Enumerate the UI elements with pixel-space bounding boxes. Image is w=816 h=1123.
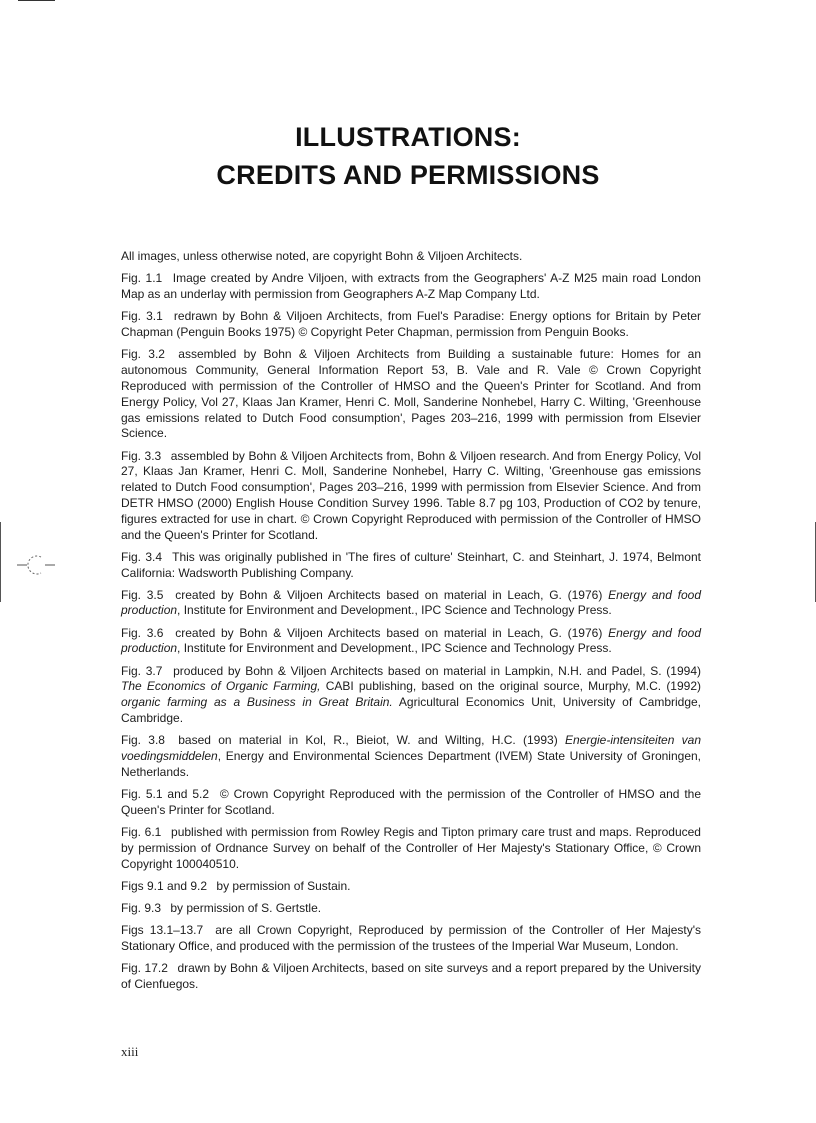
page-number: xiii <box>121 1044 139 1059</box>
credit-title-italic: The Economics of Organic Farming, <box>121 679 321 694</box>
intro-paragraph: All images, unless otherwise noted, are copyright Bohn & Viljoen Architects. <box>121 249 523 263</box>
figure-ref: Fig. 6.1 <box>121 825 162 839</box>
credit-entry <box>121 879 701 895</box>
crop-mark-left <box>0 522 1 602</box>
figure-ref: Fig. 17.2 <box>121 961 168 976</box>
credit-entry <box>121 733 701 780</box>
credit-title-italic: organic farming as a Business in Great Britain. <box>121 695 393 710</box>
credit-text: Image created by Andre Viljoen, with extracts from the Geographers' A-Z M25 main road London Map as an underlay with permission from Geographers A-Z Map Company Ltd. <box>121 271 701 302</box>
credit-text: , Institute for Environment and Development., IPC Science and Technology Press. <box>177 603 612 618</box>
credit-entry <box>121 923 701 955</box>
credit-entry <box>121 961 701 993</box>
figure-ref: Fig. 1.1 <box>121 271 163 286</box>
figure-ref: Fig. 3.5 <box>121 587 164 602</box>
title-line-1: ILLUSTRATIONS: <box>295 122 521 152</box>
credit-title-italic: Energy and food production <box>121 625 701 656</box>
figure-ref: Fig. 3.6 <box>121 625 164 640</box>
credits-body <box>121 249 701 999</box>
credit-text: , Institute for Environment and Development., IPC Science and Technology Press. <box>177 641 612 656</box>
credit-entry <box>121 787 701 819</box>
page-title <box>0 118 816 194</box>
credit-text: assembled by Bohn & Viljoen Architects from, Bohn & Viljoen research. And from Energy Policy, Vol 27, Klaas Jan Kramer, Henri C. Moll, Sanderine Nonhebel, Harry C. Wilting, 'Greenhouse gas emissions related to Dutch Food consumption', Pages 203–216, 1999 with permission from Elsevier Science. And from DETR HMSO (2000) English House Condition Survey 1996. Table 8.7 pg 103, Production of CO2 by tenure, figures extracted for use in chart. © Crown Copyright Reproduced with permission of the Controller of HMSO and the Queen's Printer for Scotland. <box>121 448 701 542</box>
figure-ref: Fig. 3.7 <box>121 663 163 678</box>
crop-mark-top <box>18 0 55 1</box>
figure-ref: Fig. 3.2 <box>121 347 165 362</box>
credit-entry <box>121 664 701 727</box>
figure-ref: Fig. 5.1 and 5.2 <box>121 787 210 802</box>
credit-entry <box>121 588 701 620</box>
credit-entry <box>121 550 701 582</box>
credit-text: , Energy and Environmental Sciences Department (IVEM) State University of Groningen, Netherlands. <box>121 749 701 779</box>
credit-title-italic: Energy and food production <box>121 587 701 618</box>
figure-ref: Fig. 3.8 <box>121 733 165 748</box>
credit-text: published with permission from Rowley Regis and Tipton primary care trust and maps. Reproduced by permission of Ordnance Survey on behalf of the Controller of Her Majesty's Stationary Office, © Crown Copyright 100040510. <box>121 825 701 871</box>
figure-ref: Figs 13.1–13.7 <box>121 923 204 938</box>
credit-entry <box>121 449 701 544</box>
credit-text: CABI publishing, based on the original source, Murphy, M.C. (1992) <box>320 679 702 694</box>
credit-text: created by Bohn & Viljoen Architects based on material in Leach, G. (1976) <box>175 587 609 602</box>
credit-text: Agricultural Economics Unit, University of Cambridge, Cambridge. <box>121 695 702 726</box>
credit-entry <box>121 825 701 872</box>
credit-text: This was originally published in 'The fires of culture' Steinhart, C. and Steinhart, J. 1974, Belmont California: Wadsworth Publishing Company. <box>121 549 701 580</box>
credit-entry <box>121 626 701 658</box>
figure-ref: Fig. 3.3 <box>121 448 162 463</box>
credit-entry <box>121 901 701 917</box>
credit-text: by permission of S. Gertstle. <box>170 900 322 915</box>
credit-text: © Crown Copyright Reproduced with the permission of the Controller of HMSO and the Queen's Printer for Scotland. <box>121 787 702 817</box>
credit-text: created by Bohn & Viljoen Architects based on material in Leach, G. (1976) <box>175 625 609 640</box>
credit-entry <box>121 347 701 442</box>
credit-text: based on material in Kol, R., Bieiot, W. and Wilting, H.C. (1993) <box>178 733 565 748</box>
credit-text: drawn by Bohn & Viljoen Architects, based on site surveys and a report prepared by the University of Cienfuegos. <box>121 961 702 991</box>
credit-entry <box>121 309 701 341</box>
credit-text: assembled by Bohn & Viljoen Architects from Building a sustainable future: Homes for an autonomous Community, General Information Report 53, B. Vale and R. Vale © Crown Copyright Reproduced with permission of the Controller of HMSO and the Queen's Printer for Scotland. And from Energy Policy, Vol 27, Klaas Jan Kramer, Henri C. Moll, Sanderine Nonhebel, Harry C. Wilting, 'Greenhouse gas emissions related to Dutch Food consumption', Pages 203–216, 1999 with permission from Elsevier Science. <box>121 347 701 441</box>
credit-title-italic: Energie-intensiteiten van voedingsmiddelen <box>121 733 701 764</box>
credit-text: are all Crown Copyright, Reproduced by permission of the Controller of Her Majesty's Stationary Office, and produced with the permission of the trustees of the Imperial War Museum, London. <box>121 923 702 953</box>
figure-ref: Figs 9.1 and 9.2 <box>121 878 208 893</box>
credit-text: by permission of Sustain. <box>216 878 351 893</box>
credit-text: produced by Bohn & Viljoen Architects based on material in Lampkin, N.H. and Padel, S. (1994) <box>173 663 701 678</box>
credit-text: redrawn by Bohn & Viljoen Architects, from Fuel's Paradise: Energy options for Britain by Peter Chapman (Penguin Books 1975) © Copyright Peter Chapman, permission from Penguin Books. <box>121 309 701 340</box>
credit-entry <box>121 271 701 303</box>
figure-ref: Fig. 3.4 <box>121 549 162 564</box>
registration-mark-icon <box>17 552 55 578</box>
figure-ref: Fig. 9.3 <box>121 900 162 915</box>
figure-ref: Fig. 3.1 <box>121 309 163 324</box>
title-line-2: CREDITS AND PERMISSIONS <box>216 160 600 190</box>
